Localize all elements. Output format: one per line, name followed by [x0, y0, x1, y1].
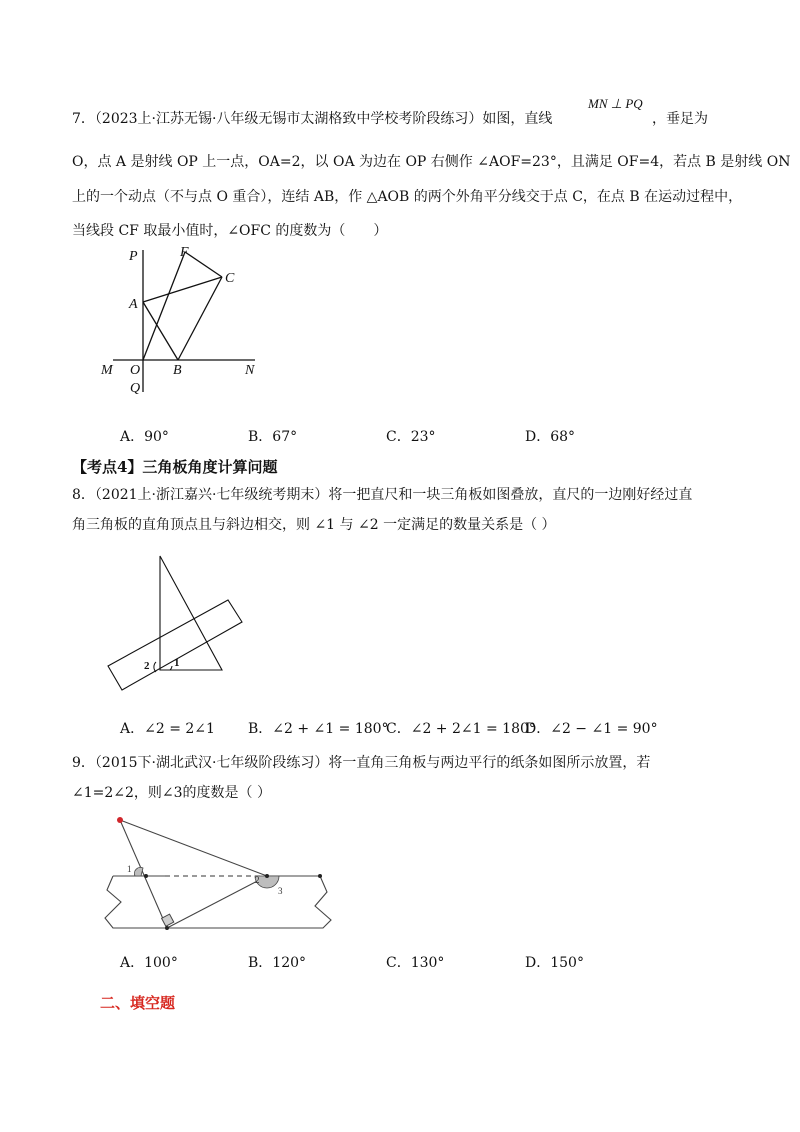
q9-label-1: 1: [127, 864, 132, 874]
label-N: N: [245, 363, 255, 378]
q7-option-b[interactable]: B．67°: [248, 429, 298, 445]
q7-line1: [72, 108, 552, 128]
q7-line3: 上的一个动点（不与点 O 重合），连结 AB，作 △AOB 的两个外角平分线交于点 C，在点 B 在运动过程中，: [72, 189, 743, 205]
q8-option-d[interactable]: D．∠2 − ∠1 = 90°: [525, 721, 658, 737]
q8-line2: 角三角板的直角顶点且与斜边相交，则 ∠1 与 ∠2 一定满足的数量关系是（ ）: [72, 517, 556, 533]
q7-line4: 当线段 CF 取最小值时，∠OFC 的度数为（ ）: [72, 223, 388, 239]
q9-option-c[interactable]: C．130°: [386, 955, 445, 971]
q9-option-d[interactable]: D．150°: [525, 955, 584, 971]
section-4-heading: 【考点4】三角板角度计算问题: [72, 458, 278, 476]
label-F: F: [180, 245, 189, 260]
label-Q: Q: [130, 381, 141, 396]
q8-option-c[interactable]: C．∠2 + 2∠1 = 180°: [386, 721, 536, 737]
label-M: M: [101, 363, 113, 378]
fill-in-section-heading: 二、填空题: [100, 994, 176, 1012]
q7-line1-suffix: ，垂足为: [652, 111, 708, 127]
label-A: A: [129, 297, 138, 312]
label-O: O: [130, 363, 141, 378]
q9-line2: ∠1=2∠2，则∠3的度数是（ ）: [72, 785, 272, 801]
q9-line1: 9．（2015下·湖北武汉·七年级阶段练习）将一直角三角板与两边平行的纸条如图所示放置，若: [72, 755, 651, 771]
q9-option-b[interactable]: B．120°: [248, 955, 307, 971]
q8-option-b[interactable]: B．∠2 + ∠1 = 180°: [248, 721, 389, 737]
q8-option-a[interactable]: A．∠2 = 2∠1: [120, 721, 215, 737]
q7-option-a[interactable]: A．90°: [120, 429, 169, 445]
q7-formula-mn-perp-pq: MN ⊥ PQ: [588, 96, 643, 111]
q8-figure: [100, 548, 260, 698]
q9-label-2: 2: [255, 875, 260, 885]
q9-figure: [95, 810, 335, 940]
q8-label-1: 1: [174, 657, 180, 669]
q8-label-2: 2: [144, 660, 150, 672]
label-C: C: [225, 271, 235, 286]
q9-option-a[interactable]: A．100°: [120, 955, 178, 971]
q7-option-c[interactable]: C．23°: [386, 429, 436, 445]
label-B: B: [173, 363, 182, 378]
label-P: P: [129, 249, 138, 264]
q7-line1-prefix: 7．（2023上·江苏无锡·八年级无锡市太湖格致中学校考阶段练习）如图，直线: [72, 111, 553, 127]
q7-option-d[interactable]: D．68°: [525, 429, 576, 445]
q7-figure: [95, 240, 275, 400]
q9-label-3: 3: [278, 886, 283, 896]
q8-line1: 8．（2021上·浙江嘉兴·七年级统考期末）将一把直尺和一块三角板如图叠放，直尺的一边刚好经过直: [72, 487, 693, 503]
q7-line2: O，点 A 是射线 OP 上一点，OA=2，以 OA 为边在 OP 右侧作 ∠AOF=23°，且满足 OF=4，若点 B 是射线 ON: [72, 154, 791, 170]
